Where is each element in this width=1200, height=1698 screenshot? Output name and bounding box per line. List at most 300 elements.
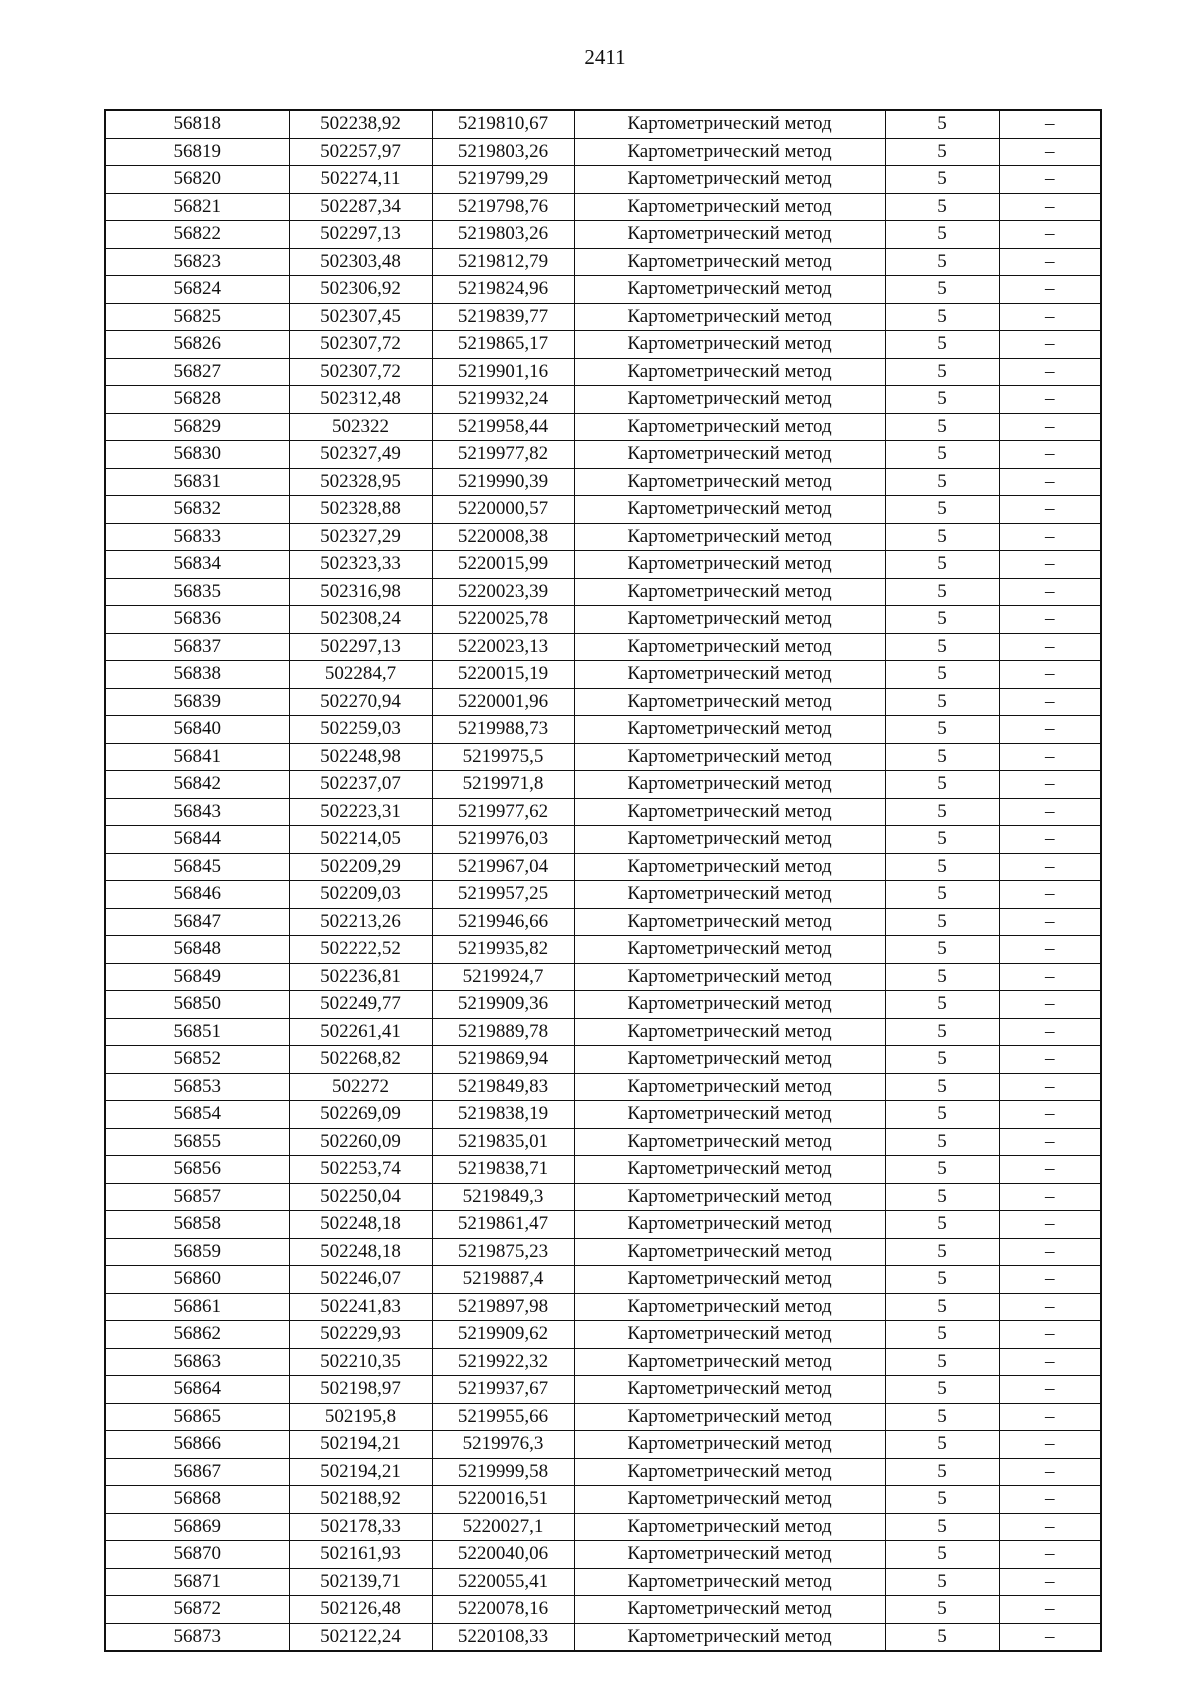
y-coordinate-cell: 5220015,99 bbox=[432, 551, 574, 579]
note-cell: – bbox=[999, 908, 1101, 936]
x-coordinate-cell: 502322 bbox=[289, 413, 432, 441]
method-cell: Картометрический метод bbox=[574, 633, 885, 661]
x-coordinate-cell: 502307,72 bbox=[289, 358, 432, 386]
note-cell: – bbox=[999, 578, 1101, 606]
note-cell: – bbox=[999, 1458, 1101, 1486]
point-number-cell: 56854 bbox=[105, 1101, 289, 1129]
note-cell: – bbox=[999, 826, 1101, 854]
note-cell: – bbox=[999, 1541, 1101, 1569]
y-coordinate-cell: 5219909,36 bbox=[432, 991, 574, 1019]
point-number-cell: 56831 bbox=[105, 468, 289, 496]
x-coordinate-cell: 502194,21 bbox=[289, 1431, 432, 1459]
x-coordinate-cell: 502297,13 bbox=[289, 633, 432, 661]
x-coordinate-cell: 502316,98 bbox=[289, 578, 432, 606]
y-coordinate-cell: 5219869,94 bbox=[432, 1046, 574, 1074]
table-row bbox=[105, 1211, 1101, 1239]
table-row bbox=[105, 1541, 1101, 1569]
note-cell: – bbox=[999, 1513, 1101, 1541]
accuracy-cell: 5 bbox=[885, 413, 999, 441]
accuracy-cell: 5 bbox=[885, 826, 999, 854]
table-row bbox=[105, 523, 1101, 551]
point-number-cell: 56829 bbox=[105, 413, 289, 441]
accuracy-cell: 5 bbox=[885, 468, 999, 496]
point-number-cell: 56871 bbox=[105, 1568, 289, 1596]
accuracy-cell: 5 bbox=[885, 248, 999, 276]
note-cell: – bbox=[999, 688, 1101, 716]
accuracy-cell: 5 bbox=[885, 551, 999, 579]
point-number-cell: 56825 bbox=[105, 303, 289, 331]
point-number-cell: 56834 bbox=[105, 551, 289, 579]
note-cell: – bbox=[999, 1018, 1101, 1046]
method-cell: Картометрический метод bbox=[574, 578, 885, 606]
accuracy-cell: 5 bbox=[885, 1541, 999, 1569]
point-number-cell: 56822 bbox=[105, 221, 289, 249]
x-coordinate-cell: 502312,48 bbox=[289, 386, 432, 414]
method-cell: Картометрический метод bbox=[574, 716, 885, 744]
y-coordinate-cell: 5219803,26 bbox=[432, 138, 574, 166]
table-row bbox=[105, 688, 1101, 716]
accuracy-cell: 5 bbox=[885, 496, 999, 524]
point-number-cell: 56861 bbox=[105, 1293, 289, 1321]
method-cell: Картометрический метод bbox=[574, 1321, 885, 1349]
x-coordinate-cell: 502188,92 bbox=[289, 1486, 432, 1514]
method-cell: Картометрический метод bbox=[574, 248, 885, 276]
note-cell: – bbox=[999, 138, 1101, 166]
x-coordinate-cell: 502307,72 bbox=[289, 331, 432, 359]
x-coordinate-cell: 502223,31 bbox=[289, 798, 432, 826]
table-row bbox=[105, 1321, 1101, 1349]
method-cell: Картометрический метод bbox=[574, 1046, 885, 1074]
x-coordinate-cell: 502297,13 bbox=[289, 221, 432, 249]
x-coordinate-cell: 502328,95 bbox=[289, 468, 432, 496]
method-cell: Картометрический метод bbox=[574, 688, 885, 716]
method-cell: Картометрический метод bbox=[574, 1513, 885, 1541]
y-coordinate-cell: 5219922,32 bbox=[432, 1348, 574, 1376]
y-coordinate-cell: 5220023,13 bbox=[432, 633, 574, 661]
page-number: 2411 bbox=[584, 45, 626, 69]
coordinates-table bbox=[104, 109, 1102, 1652]
point-number-cell: 56868 bbox=[105, 1486, 289, 1514]
y-coordinate-cell: 5219958,44 bbox=[432, 413, 574, 441]
method-cell: Картометрический метод bbox=[574, 606, 885, 634]
method-cell: Картометрический метод bbox=[574, 936, 885, 964]
accuracy-cell: 5 bbox=[885, 1073, 999, 1101]
x-coordinate-cell: 502250,04 bbox=[289, 1183, 432, 1211]
accuracy-cell: 5 bbox=[885, 276, 999, 304]
table-row bbox=[105, 963, 1101, 991]
y-coordinate-cell: 5219812,79 bbox=[432, 248, 574, 276]
accuracy-cell: 5 bbox=[885, 303, 999, 331]
note-cell: – bbox=[999, 441, 1101, 469]
note-cell: – bbox=[999, 661, 1101, 689]
x-coordinate-cell: 502178,33 bbox=[289, 1513, 432, 1541]
note-cell: – bbox=[999, 716, 1101, 744]
x-coordinate-cell: 502229,93 bbox=[289, 1321, 432, 1349]
method-cell: Картометрический метод bbox=[574, 1293, 885, 1321]
method-cell: Картометрический метод bbox=[574, 1541, 885, 1569]
y-coordinate-cell: 5219849,3 bbox=[432, 1183, 574, 1211]
method-cell: Картометрический метод bbox=[574, 991, 885, 1019]
x-coordinate-cell: 502284,7 bbox=[289, 661, 432, 689]
note-cell: – bbox=[999, 1101, 1101, 1129]
table-row bbox=[105, 1376, 1101, 1404]
method-cell: Картометрический метод bbox=[574, 276, 885, 304]
x-coordinate-cell: 502272 bbox=[289, 1073, 432, 1101]
table-row bbox=[105, 936, 1101, 964]
method-cell: Картометрический метод bbox=[574, 1073, 885, 1101]
x-coordinate-cell: 502249,77 bbox=[289, 991, 432, 1019]
table-row bbox=[105, 138, 1101, 166]
point-number-cell: 56850 bbox=[105, 991, 289, 1019]
point-number-cell: 56857 bbox=[105, 1183, 289, 1211]
point-number-cell: 56866 bbox=[105, 1431, 289, 1459]
note-cell: – bbox=[999, 1156, 1101, 1184]
accuracy-cell: 5 bbox=[885, 138, 999, 166]
y-coordinate-cell: 5220108,33 bbox=[432, 1623, 574, 1651]
table-row bbox=[105, 110, 1101, 138]
method-cell: Картометрический метод bbox=[574, 1486, 885, 1514]
point-number-cell: 56853 bbox=[105, 1073, 289, 1101]
point-number-cell: 56820 bbox=[105, 166, 289, 194]
table-row bbox=[105, 468, 1101, 496]
method-cell: Картометрический метод bbox=[574, 908, 885, 936]
y-coordinate-cell: 5219799,29 bbox=[432, 166, 574, 194]
x-coordinate-cell: 502257,97 bbox=[289, 138, 432, 166]
x-coordinate-cell: 502270,94 bbox=[289, 688, 432, 716]
y-coordinate-cell: 5219849,83 bbox=[432, 1073, 574, 1101]
table-row bbox=[105, 606, 1101, 634]
note-cell: – bbox=[999, 743, 1101, 771]
point-number-cell: 56872 bbox=[105, 1596, 289, 1624]
point-number-cell: 56835 bbox=[105, 578, 289, 606]
table-row bbox=[105, 1101, 1101, 1129]
x-coordinate-cell: 502248,98 bbox=[289, 743, 432, 771]
note-cell: – bbox=[999, 413, 1101, 441]
note-cell: – bbox=[999, 1568, 1101, 1596]
y-coordinate-cell: 5220001,96 bbox=[432, 688, 574, 716]
method-cell: Картометрический метод bbox=[574, 771, 885, 799]
point-number-cell: 56843 bbox=[105, 798, 289, 826]
accuracy-cell: 5 bbox=[885, 1321, 999, 1349]
point-number-cell: 56832 bbox=[105, 496, 289, 524]
note-cell: – bbox=[999, 1046, 1101, 1074]
table-row bbox=[105, 331, 1101, 359]
table-row bbox=[105, 413, 1101, 441]
accuracy-cell: 5 bbox=[885, 358, 999, 386]
accuracy-cell: 5 bbox=[885, 1623, 999, 1651]
note-cell: – bbox=[999, 193, 1101, 221]
accuracy-cell: 5 bbox=[885, 523, 999, 551]
accuracy-cell: 5 bbox=[885, 1458, 999, 1486]
note-cell: – bbox=[999, 633, 1101, 661]
method-cell: Картометрический метод bbox=[574, 1266, 885, 1294]
x-coordinate-cell: 502260,09 bbox=[289, 1128, 432, 1156]
note-cell: – bbox=[999, 331, 1101, 359]
x-coordinate-cell: 502306,92 bbox=[289, 276, 432, 304]
y-coordinate-cell: 5219889,78 bbox=[432, 1018, 574, 1046]
y-coordinate-cell: 5219810,67 bbox=[432, 110, 574, 138]
y-coordinate-cell: 5219977,82 bbox=[432, 441, 574, 469]
table-row bbox=[105, 1238, 1101, 1266]
method-cell: Картометрический метод bbox=[574, 138, 885, 166]
table-row bbox=[105, 1293, 1101, 1321]
x-coordinate-cell: 502327,49 bbox=[289, 441, 432, 469]
method-cell: Картометрический метод bbox=[574, 221, 885, 249]
point-number-cell: 56821 bbox=[105, 193, 289, 221]
x-coordinate-cell: 502308,24 bbox=[289, 606, 432, 634]
accuracy-cell: 5 bbox=[885, 1376, 999, 1404]
y-coordinate-cell: 5219924,7 bbox=[432, 963, 574, 991]
y-coordinate-cell: 5219861,47 bbox=[432, 1211, 574, 1239]
accuracy-cell: 5 bbox=[885, 1403, 999, 1431]
point-number-cell: 56844 bbox=[105, 826, 289, 854]
accuracy-cell: 5 bbox=[885, 1486, 999, 1514]
table-row bbox=[105, 1046, 1101, 1074]
y-coordinate-cell: 5219937,67 bbox=[432, 1376, 574, 1404]
y-coordinate-cell: 5220027,1 bbox=[432, 1513, 574, 1541]
method-cell: Картометрический метод bbox=[574, 1623, 885, 1651]
table-row bbox=[105, 1018, 1101, 1046]
table-row bbox=[105, 1183, 1101, 1211]
point-number-cell: 56830 bbox=[105, 441, 289, 469]
point-number-cell: 56870 bbox=[105, 1541, 289, 1569]
accuracy-cell: 5 bbox=[885, 166, 999, 194]
method-cell: Картометрический метод bbox=[574, 386, 885, 414]
y-coordinate-cell: 5219803,26 bbox=[432, 221, 574, 249]
accuracy-cell: 5 bbox=[885, 331, 999, 359]
note-cell: – bbox=[999, 771, 1101, 799]
point-number-cell: 56851 bbox=[105, 1018, 289, 1046]
accuracy-cell: 5 bbox=[885, 633, 999, 661]
y-coordinate-cell: 5219999,58 bbox=[432, 1458, 574, 1486]
accuracy-cell: 5 bbox=[885, 963, 999, 991]
point-number-cell: 56827 bbox=[105, 358, 289, 386]
accuracy-cell: 5 bbox=[885, 606, 999, 634]
point-number-cell: 56855 bbox=[105, 1128, 289, 1156]
point-number-cell: 56846 bbox=[105, 881, 289, 909]
accuracy-cell: 5 bbox=[885, 1238, 999, 1266]
y-coordinate-cell: 5219975,5 bbox=[432, 743, 574, 771]
method-cell: Картометрический метод bbox=[574, 1238, 885, 1266]
table-row bbox=[105, 1486, 1101, 1514]
y-coordinate-cell: 5219935,82 bbox=[432, 936, 574, 964]
method-cell: Картометрический метод bbox=[574, 1458, 885, 1486]
table-row bbox=[105, 1403, 1101, 1431]
accuracy-cell: 5 bbox=[885, 1156, 999, 1184]
table-row bbox=[105, 661, 1101, 689]
method-cell: Картометрический метод bbox=[574, 963, 885, 991]
note-cell: – bbox=[999, 496, 1101, 524]
table-row bbox=[105, 578, 1101, 606]
x-coordinate-cell: 502139,71 bbox=[289, 1568, 432, 1596]
accuracy-cell: 5 bbox=[885, 991, 999, 1019]
accuracy-cell: 5 bbox=[885, 853, 999, 881]
note-cell: – bbox=[999, 881, 1101, 909]
point-number-cell: 56819 bbox=[105, 138, 289, 166]
note-cell: – bbox=[999, 386, 1101, 414]
x-coordinate-cell: 502274,11 bbox=[289, 166, 432, 194]
table-row bbox=[105, 1348, 1101, 1376]
table-row bbox=[105, 386, 1101, 414]
table-row bbox=[105, 798, 1101, 826]
table-row bbox=[105, 276, 1101, 304]
method-cell: Картометрический метод bbox=[574, 523, 885, 551]
accuracy-cell: 5 bbox=[885, 908, 999, 936]
point-number-cell: 56833 bbox=[105, 523, 289, 551]
table-row bbox=[105, 1073, 1101, 1101]
note-cell: – bbox=[999, 1293, 1101, 1321]
x-coordinate-cell: 502248,18 bbox=[289, 1211, 432, 1239]
point-number-cell: 56845 bbox=[105, 853, 289, 881]
note-cell: – bbox=[999, 1431, 1101, 1459]
x-coordinate-cell: 502237,07 bbox=[289, 771, 432, 799]
note-cell: – bbox=[999, 1266, 1101, 1294]
accuracy-cell: 5 bbox=[885, 743, 999, 771]
note-cell: – bbox=[999, 991, 1101, 1019]
accuracy-cell: 5 bbox=[885, 1183, 999, 1211]
table-row bbox=[105, 551, 1101, 579]
point-number-cell: 56856 bbox=[105, 1156, 289, 1184]
accuracy-cell: 5 bbox=[885, 110, 999, 138]
y-coordinate-cell: 5220040,06 bbox=[432, 1541, 574, 1569]
coordinates-table-body bbox=[105, 110, 1101, 1651]
method-cell: Картометрический метод bbox=[574, 798, 885, 826]
table-row bbox=[105, 853, 1101, 881]
accuracy-cell: 5 bbox=[885, 1018, 999, 1046]
point-number-cell: 56873 bbox=[105, 1623, 289, 1651]
y-coordinate-cell: 5220000,57 bbox=[432, 496, 574, 524]
accuracy-cell: 5 bbox=[885, 1513, 999, 1541]
table-row bbox=[105, 881, 1101, 909]
y-coordinate-cell: 5219824,96 bbox=[432, 276, 574, 304]
point-number-cell: 56865 bbox=[105, 1403, 289, 1431]
x-coordinate-cell: 502209,29 bbox=[289, 853, 432, 881]
accuracy-cell: 5 bbox=[885, 1293, 999, 1321]
point-number-cell: 56823 bbox=[105, 248, 289, 276]
point-number-cell: 56841 bbox=[105, 743, 289, 771]
y-coordinate-cell: 5219977,62 bbox=[432, 798, 574, 826]
point-number-cell: 56840 bbox=[105, 716, 289, 744]
point-number-cell: 56863 bbox=[105, 1348, 289, 1376]
y-coordinate-cell: 5219798,76 bbox=[432, 193, 574, 221]
y-coordinate-cell: 5219971,8 bbox=[432, 771, 574, 799]
method-cell: Картометрический метод bbox=[574, 110, 885, 138]
table-row bbox=[105, 193, 1101, 221]
x-coordinate-cell: 502253,74 bbox=[289, 1156, 432, 1184]
method-cell: Картометрический метод bbox=[574, 1596, 885, 1624]
note-cell: – bbox=[999, 110, 1101, 138]
note-cell: – bbox=[999, 248, 1101, 276]
method-cell: Картометрический метод bbox=[574, 193, 885, 221]
accuracy-cell: 5 bbox=[885, 386, 999, 414]
y-coordinate-cell: 5219901,16 bbox=[432, 358, 574, 386]
note-cell: – bbox=[999, 1073, 1101, 1101]
point-number-cell: 56837 bbox=[105, 633, 289, 661]
method-cell: Картометрический метод bbox=[574, 358, 885, 386]
y-coordinate-cell: 5219838,71 bbox=[432, 1156, 574, 1184]
accuracy-cell: 5 bbox=[885, 716, 999, 744]
point-number-cell: 56864 bbox=[105, 1376, 289, 1404]
method-cell: Картометрический метод bbox=[574, 881, 885, 909]
y-coordinate-cell: 5219865,17 bbox=[432, 331, 574, 359]
x-coordinate-cell: 502209,03 bbox=[289, 881, 432, 909]
table-row bbox=[105, 1156, 1101, 1184]
y-coordinate-cell: 5219838,19 bbox=[432, 1101, 574, 1129]
y-coordinate-cell: 5220008,38 bbox=[432, 523, 574, 551]
accuracy-cell: 5 bbox=[885, 661, 999, 689]
accuracy-cell: 5 bbox=[885, 1101, 999, 1129]
method-cell: Картометрический метод bbox=[574, 743, 885, 771]
table-row bbox=[105, 771, 1101, 799]
table-row bbox=[105, 303, 1101, 331]
point-number-cell: 56828 bbox=[105, 386, 289, 414]
note-cell: – bbox=[999, 606, 1101, 634]
point-number-cell: 56848 bbox=[105, 936, 289, 964]
y-coordinate-cell: 5219897,98 bbox=[432, 1293, 574, 1321]
point-number-cell: 56869 bbox=[105, 1513, 289, 1541]
x-coordinate-cell: 502222,52 bbox=[289, 936, 432, 964]
table-row bbox=[105, 991, 1101, 1019]
method-cell: Картометрический метод bbox=[574, 441, 885, 469]
x-coordinate-cell: 502287,34 bbox=[289, 193, 432, 221]
y-coordinate-cell: 5220025,78 bbox=[432, 606, 574, 634]
accuracy-cell: 5 bbox=[885, 771, 999, 799]
accuracy-cell: 5 bbox=[885, 936, 999, 964]
x-coordinate-cell: 502307,45 bbox=[289, 303, 432, 331]
point-number-cell: 56858 bbox=[105, 1211, 289, 1239]
y-coordinate-cell: 5219990,39 bbox=[432, 468, 574, 496]
x-coordinate-cell: 502241,83 bbox=[289, 1293, 432, 1321]
note-cell: – bbox=[999, 468, 1101, 496]
note-cell: – bbox=[999, 221, 1101, 249]
y-coordinate-cell: 5219887,4 bbox=[432, 1266, 574, 1294]
accuracy-cell: 5 bbox=[885, 798, 999, 826]
point-number-cell: 56847 bbox=[105, 908, 289, 936]
table-row bbox=[105, 1568, 1101, 1596]
x-coordinate-cell: 502198,97 bbox=[289, 1376, 432, 1404]
table-row bbox=[105, 716, 1101, 744]
method-cell: Картометрический метод bbox=[574, 826, 885, 854]
y-coordinate-cell: 5219909,62 bbox=[432, 1321, 574, 1349]
method-cell: Картометрический метод bbox=[574, 1348, 885, 1376]
method-cell: Картометрический метод bbox=[574, 468, 885, 496]
y-coordinate-cell: 5219957,25 bbox=[432, 881, 574, 909]
x-coordinate-cell: 502268,82 bbox=[289, 1046, 432, 1074]
point-number-cell: 56842 bbox=[105, 771, 289, 799]
note-cell: – bbox=[999, 1321, 1101, 1349]
point-number-cell: 56852 bbox=[105, 1046, 289, 1074]
point-number-cell: 56818 bbox=[105, 110, 289, 138]
note-cell: – bbox=[999, 936, 1101, 964]
note-cell: – bbox=[999, 1348, 1101, 1376]
note-cell: – bbox=[999, 1238, 1101, 1266]
x-coordinate-cell: 502238,92 bbox=[289, 110, 432, 138]
table-row bbox=[105, 1458, 1101, 1486]
x-coordinate-cell: 502248,18 bbox=[289, 1238, 432, 1266]
accuracy-cell: 5 bbox=[885, 1431, 999, 1459]
x-coordinate-cell: 502194,21 bbox=[289, 1458, 432, 1486]
table-row bbox=[105, 1266, 1101, 1294]
method-cell: Картометрический метод bbox=[574, 166, 885, 194]
y-coordinate-cell: 5219955,66 bbox=[432, 1403, 574, 1431]
note-cell: – bbox=[999, 551, 1101, 579]
point-number-cell: 56859 bbox=[105, 1238, 289, 1266]
accuracy-cell: 5 bbox=[885, 1596, 999, 1624]
point-number-cell: 56826 bbox=[105, 331, 289, 359]
method-cell: Картометрический метод bbox=[574, 1156, 885, 1184]
x-coordinate-cell: 502236,81 bbox=[289, 963, 432, 991]
point-number-cell: 56860 bbox=[105, 1266, 289, 1294]
